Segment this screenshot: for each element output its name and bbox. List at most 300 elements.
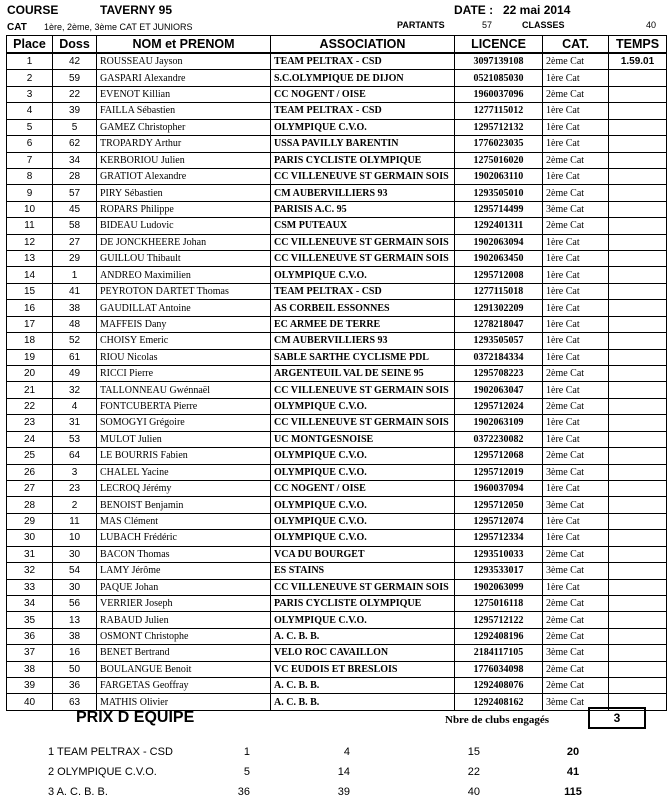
cell-licence: 1295712074 (455, 513, 543, 529)
cell-cat: 2ème Cat (543, 546, 609, 562)
cell-name: BACON Thomas (97, 546, 271, 562)
cell-cat: 1ère Cat (543, 300, 609, 316)
cell-doss: 32 (53, 382, 97, 398)
cell-place: 17 (7, 316, 53, 332)
cell-cat: 1ère Cat (543, 119, 609, 135)
cell-cat: 1ère Cat (543, 579, 609, 595)
cat-label: CAT (7, 22, 27, 33)
cell-cat: 1ère Cat (543, 103, 609, 119)
cell-cat: 3ème Cat (543, 464, 609, 480)
cell-licence: 1295714499 (455, 201, 543, 217)
cell-assoc: TEAM PELTRAX - CSD (271, 103, 455, 119)
cell-licence: 1295712019 (455, 464, 543, 480)
cell-name: BOULANGUE Benoit (97, 661, 271, 677)
prix-equipe-title: PRIX D EQUIPE (76, 709, 195, 726)
cell-name: ROPARS Philippe (97, 201, 271, 217)
col-header-temps: TEMPS (609, 36, 667, 54)
table-row (7, 645, 667, 661)
cell-doss: 52 (53, 333, 97, 349)
cell-place: 35 (7, 612, 53, 628)
table-row (7, 185, 667, 201)
date-value: 22 mai 2014 (503, 3, 571, 17)
table-row (7, 86, 667, 102)
cell-name: LECROQ Jérémy (97, 480, 271, 496)
cell-name: PEYROTON DARTET Thomas (97, 283, 271, 299)
cell-doss: 29 (53, 251, 97, 267)
table-row (7, 316, 667, 332)
cell-licence: 1295712068 (455, 448, 543, 464)
cell-place: 16 (7, 300, 53, 316)
cell-place: 22 (7, 398, 53, 414)
cell-doss: 16 (53, 645, 97, 661)
table-row (7, 267, 667, 283)
cell-licence: 1293505010 (455, 185, 543, 201)
cell-name: SOMOGYI Grégoire (97, 415, 271, 431)
cell-place: 30 (7, 530, 53, 546)
cell-licence: 1295708223 (455, 366, 543, 382)
cell-place: 23 (7, 415, 53, 431)
cell-cat: 1ère Cat (543, 415, 609, 431)
table-row (7, 398, 667, 414)
cell-assoc: OLYMPIQUE C.V.O. (271, 398, 455, 414)
col-header-place: Place (7, 36, 53, 54)
table-row (7, 234, 667, 250)
cell-temps (609, 431, 667, 447)
team-total: 115 (564, 786, 582, 798)
cell-licence: 1278218047 (455, 316, 543, 332)
cell-assoc: SABLE SARTHE CYCLISME PDL (271, 349, 455, 365)
clubs-count-label: Nbre de clubs engagés (445, 714, 549, 726)
cell-cat: 1ère Cat (543, 316, 609, 332)
classes-value: 40 (646, 20, 657, 30)
cell-place: 18 (7, 333, 53, 349)
cell-doss: 57 (53, 185, 97, 201)
cell-doss: 30 (53, 546, 97, 562)
cell-assoc: TEAM PELTRAX - CSD (271, 283, 455, 299)
cell-cat: 1ère Cat (543, 251, 609, 267)
cell-place: 14 (7, 267, 53, 283)
table-row (7, 251, 667, 267)
cell-place: 32 (7, 563, 53, 579)
cell-licence: 1960037094 (455, 480, 543, 496)
cell-temps (609, 661, 667, 677)
cell-licence: 0372230082 (455, 431, 543, 447)
cell-name: MAS Clément (97, 513, 271, 529)
cell-temps (609, 316, 667, 332)
table-row (7, 530, 667, 546)
cell-place: 33 (7, 579, 53, 595)
cell-licence: 1293505057 (455, 333, 543, 349)
cell-licence: 2184117105 (455, 645, 543, 661)
cell-cat: 3ème Cat (543, 694, 609, 710)
cell-name: LUBACH Frédéric (97, 530, 271, 546)
team-rank-name: 3 A. C. B. B. (48, 786, 108, 798)
cell-licence: 1902063110 (455, 168, 543, 184)
cell-cat: 3ème Cat (543, 563, 609, 579)
team-n2: 39 (337, 786, 350, 798)
cell-name: PIRY Sébastien (97, 185, 271, 201)
cell-assoc: PARISIS A.C. 95 (271, 201, 455, 217)
cell-doss: 42 (53, 53, 97, 70)
cell-assoc: CC VILLENEUVE ST GERMAIN SOIS (271, 234, 455, 250)
cell-assoc: A. C. B. B. (271, 628, 455, 644)
cell-assoc: A. C. B. B. (271, 678, 455, 694)
table-row (7, 300, 667, 316)
col-header-licence: LICENCE (455, 36, 543, 54)
table-row (7, 513, 667, 529)
cell-doss: 10 (53, 530, 97, 546)
cell-name: BIDEAU Ludovic (97, 218, 271, 234)
table-row (7, 152, 667, 168)
cell-cat: 1ère Cat (543, 349, 609, 365)
cell-assoc: EC ARMEE DE TERRE (271, 316, 455, 332)
cell-licence: 1292408162 (455, 694, 543, 710)
cell-place: 26 (7, 464, 53, 480)
cell-place: 19 (7, 349, 53, 365)
cell-temps (609, 480, 667, 496)
table-row (7, 595, 667, 611)
cell-licence: 1293510033 (455, 546, 543, 562)
cell-name: GAUDILLAT Antoine (97, 300, 271, 316)
cell-place: 20 (7, 366, 53, 382)
classes-label: CLASSES (522, 20, 565, 30)
cell-doss: 62 (53, 136, 97, 152)
course-label: COURSE (7, 3, 59, 17)
cell-doss: 27 (53, 234, 97, 250)
cell-doss: 49 (53, 366, 97, 382)
cell-temps (609, 579, 667, 595)
cell-assoc: PARIS CYCLISTE OLYMPIQUE (271, 152, 455, 168)
cell-temps (609, 201, 667, 217)
cell-temps (609, 234, 667, 250)
table-row (7, 382, 667, 398)
cell-licence: 1902063099 (455, 579, 543, 595)
cell-temps (609, 349, 667, 365)
cell-place: 34 (7, 595, 53, 611)
cell-assoc: CM AUBERVILLIERS 93 (271, 333, 455, 349)
cell-licence: 1275016118 (455, 595, 543, 611)
cat-value: 1ère, 2ème, 3ème CAT ET JUNIORS (44, 22, 193, 32)
team-rank-name: 1 TEAM PELTRAX - CSD (48, 746, 173, 758)
course-value: TAVERNY 95 (100, 3, 173, 17)
cell-temps (609, 267, 667, 283)
cell-name: TROPARDY Arthur (97, 136, 271, 152)
cell-doss: 39 (53, 103, 97, 119)
cell-doss: 61 (53, 349, 97, 365)
cell-place: 37 (7, 645, 53, 661)
cell-doss: 48 (53, 316, 97, 332)
cell-cat: 1ère Cat (543, 333, 609, 349)
team-n3: 15 (467, 746, 480, 758)
table-row (7, 694, 667, 710)
cell-place: 28 (7, 497, 53, 513)
cell-name: CHALEL Yacine (97, 464, 271, 480)
cell-name: BENOIST Benjamin (97, 497, 271, 513)
team-n3: 40 (467, 786, 480, 798)
cell-assoc: VCA DU BOURGET (271, 546, 455, 562)
cell-cat: 2ème Cat (543, 661, 609, 677)
team-n1: 5 (243, 766, 250, 778)
cell-assoc: CC VILLENEUVE ST GERMAIN SOIS (271, 579, 455, 595)
cell-doss: 34 (53, 152, 97, 168)
cell-place: 7 (7, 152, 53, 168)
cell-assoc: OLYMPIQUE C.V.O. (271, 513, 455, 529)
cell-place: 11 (7, 218, 53, 234)
cell-cat: 2ème Cat (543, 595, 609, 611)
cell-name: GASPARI Alexandre (97, 70, 271, 86)
table-row (7, 103, 667, 119)
cell-name: DE JONCKHEERE Johan (97, 234, 271, 250)
cell-name: MULOT Julien (97, 431, 271, 447)
cell-cat: 2ème Cat (543, 678, 609, 694)
cell-name: TALLONNEAU Gwénnaël (97, 382, 271, 398)
cell-doss: 36 (53, 678, 97, 694)
cell-temps (609, 103, 667, 119)
cell-assoc: A. C. B. B. (271, 694, 455, 710)
cell-temps (609, 185, 667, 201)
cell-place: 29 (7, 513, 53, 529)
cell-licence: 1295712334 (455, 530, 543, 546)
cell-cat: 2ème Cat (543, 218, 609, 234)
cell-assoc: CC VILLENEUVE ST GERMAIN SOIS (271, 168, 455, 184)
cell-cat: 2ème Cat (543, 612, 609, 628)
cell-name: RABAUD Julien (97, 612, 271, 628)
cell-cat: 2ème Cat (543, 448, 609, 464)
cell-assoc: VELO ROC CAVAILLON (271, 645, 455, 661)
cell-name: OSMONT Christophe (97, 628, 271, 644)
cell-doss: 23 (53, 480, 97, 496)
cell-temps (609, 546, 667, 562)
cell-doss: 58 (53, 218, 97, 234)
team-n2: 14 (337, 766, 350, 778)
cell-temps (609, 612, 667, 628)
table-row (7, 415, 667, 431)
cell-place: 21 (7, 382, 53, 398)
table-row (7, 218, 667, 234)
cell-assoc: OLYMPIQUE C.V.O. (271, 119, 455, 135)
cell-cat: 1ère Cat (543, 480, 609, 496)
cell-licence: 1776023035 (455, 136, 543, 152)
cell-place: 38 (7, 661, 53, 677)
cell-licence: 1277115012 (455, 103, 543, 119)
cell-place: 8 (7, 168, 53, 184)
cell-cat: 3ème Cat (543, 645, 609, 661)
cell-place: 13 (7, 251, 53, 267)
table-row (7, 612, 667, 628)
cell-licence: 1292401311 (455, 218, 543, 234)
cell-cat: 1ère Cat (543, 70, 609, 86)
team-rank-name: 2 OLYMPIQUE C.V.O. (48, 766, 157, 778)
cell-temps (609, 333, 667, 349)
cell-name: BENET Bertrand (97, 645, 271, 661)
cell-licence: 0521085030 (455, 70, 543, 86)
cell-place: 3 (7, 86, 53, 102)
cell-cat: 2ème Cat (543, 628, 609, 644)
table-row (7, 678, 667, 694)
cell-doss: 5 (53, 119, 97, 135)
cell-temps (609, 251, 667, 267)
cell-place: 24 (7, 431, 53, 447)
cell-licence: 1291302209 (455, 300, 543, 316)
cell-doss: 38 (53, 300, 97, 316)
cell-doss: 59 (53, 70, 97, 86)
cell-doss: 53 (53, 431, 97, 447)
table-row (7, 480, 667, 496)
cell-place: 9 (7, 185, 53, 201)
table-row (7, 366, 667, 382)
cell-doss: 22 (53, 86, 97, 102)
cell-cat: 2ème Cat (543, 152, 609, 168)
table-row (7, 168, 667, 184)
cell-doss: 31 (53, 415, 97, 431)
cell-doss: 41 (53, 283, 97, 299)
cell-doss: 45 (53, 201, 97, 217)
cell-name: FARGETAS Geoffray (97, 678, 271, 694)
cell-cat: 2ème Cat (543, 86, 609, 102)
cell-cat: 1ère Cat (543, 431, 609, 447)
team-n3: 22 (467, 766, 480, 778)
col-header-association: ASSOCIATION (271, 36, 455, 54)
cell-temps (609, 497, 667, 513)
table-row (7, 546, 667, 562)
cell-temps (609, 152, 667, 168)
cell-assoc: USSA PAVILLY BARENTIN (271, 136, 455, 152)
cell-licence: 1902063450 (455, 251, 543, 267)
clubs-count-value: 3 (588, 707, 646, 729)
cell-assoc: S.C.OLYMPIQUE DE DIJON (271, 70, 455, 86)
cell-place: 40 (7, 694, 53, 710)
cell-cat: 1ère Cat (543, 234, 609, 250)
cell-cat: 1ère Cat (543, 136, 609, 152)
cell-name: PAQUE Johan (97, 579, 271, 595)
cell-doss: 4 (53, 398, 97, 414)
cell-assoc: CSM PUTEAUX (271, 218, 455, 234)
table-row (7, 628, 667, 644)
cell-temps (609, 398, 667, 414)
cell-temps (609, 119, 667, 135)
table-row (7, 431, 667, 447)
cell-place: 5 (7, 119, 53, 135)
cell-licence: 1295712008 (455, 267, 543, 283)
cell-place: 15 (7, 283, 53, 299)
cell-assoc: ARGENTEUIL VAL DE SEINE 95 (271, 366, 455, 382)
cell-assoc: PARIS CYCLISTE OLYMPIQUE (271, 595, 455, 611)
cell-assoc: OLYMPIQUE C.V.O. (271, 497, 455, 513)
table-row (7, 661, 667, 677)
cell-name: LE BOURRIS Fabien (97, 448, 271, 464)
cell-temps (609, 464, 667, 480)
partants-label: PARTANTS (397, 20, 445, 30)
cell-doss: 54 (53, 563, 97, 579)
cell-doss: 2 (53, 497, 97, 513)
cell-cat: 2ème Cat (543, 53, 609, 70)
cell-licence: 1295712122 (455, 612, 543, 628)
cell-name: MATHIS Olivier (97, 694, 271, 710)
cell-temps (609, 530, 667, 546)
cell-doss: 13 (53, 612, 97, 628)
cell-name: ANDREO Maximilien (97, 267, 271, 283)
cell-place: 27 (7, 480, 53, 496)
cell-doss: 30 (53, 579, 97, 595)
cell-temps (609, 136, 667, 152)
cell-assoc: CC NOGENT / OISE (271, 480, 455, 496)
cell-licence: 1960037096 (455, 86, 543, 102)
cell-temps (609, 628, 667, 644)
cell-doss: 56 (53, 595, 97, 611)
results-header (0, 0, 667, 36)
cell-place: 4 (7, 103, 53, 119)
cell-temps (609, 595, 667, 611)
cell-licence: 1277115018 (455, 283, 543, 299)
table-row (7, 448, 667, 464)
cell-licence: 3097139108 (455, 53, 543, 70)
table-row (7, 349, 667, 365)
table-row (7, 464, 667, 480)
cell-place: 25 (7, 448, 53, 464)
cell-licence: 1293533017 (455, 563, 543, 579)
cell-doss: 38 (53, 628, 97, 644)
cell-place: 2 (7, 70, 53, 86)
cell-cat: 2ème Cat (543, 398, 609, 414)
cell-cat: 1ère Cat (543, 168, 609, 184)
cell-assoc: CC VILLENEUVE ST GERMAIN SOIS (271, 251, 455, 267)
table-row (7, 333, 667, 349)
cell-name: LAMY Jérôme (97, 563, 271, 579)
table-row (7, 283, 667, 299)
cell-cat: 2ème Cat (543, 185, 609, 201)
cell-name: VERRIER Joseph (97, 595, 271, 611)
team-row (0, 766, 667, 782)
cell-licence: 0372184334 (455, 349, 543, 365)
cell-licence: 1776034098 (455, 661, 543, 677)
cell-licence: 1292408076 (455, 678, 543, 694)
cell-name: RIOU Nicolas (97, 349, 271, 365)
cell-temps (609, 70, 667, 86)
cell-temps (609, 563, 667, 579)
cell-place: 39 (7, 678, 53, 694)
cell-temps (609, 283, 667, 299)
col-header-doss: Doss (53, 36, 97, 54)
cell-cat: 1ère Cat (543, 283, 609, 299)
results-body (7, 53, 667, 710)
cell-cat: 1ère Cat (543, 267, 609, 283)
results-table (6, 35, 667, 711)
cell-assoc: AS CORBEIL ESSONNES (271, 300, 455, 316)
cell-assoc: CC VILLENEUVE ST GERMAIN SOIS (271, 382, 455, 398)
cell-assoc: CC VILLENEUVE ST GERMAIN SOIS (271, 415, 455, 431)
cell-name: GAMEZ Christopher (97, 119, 271, 135)
table-row (7, 201, 667, 217)
cell-cat: 1ère Cat (543, 530, 609, 546)
cell-place: 6 (7, 136, 53, 152)
cell-place: 1 (7, 53, 53, 70)
cell-doss: 28 (53, 168, 97, 184)
team-n2: 4 (343, 746, 350, 758)
cell-assoc: TEAM PELTRAX - CSD (271, 53, 455, 70)
cell-licence: 1295712132 (455, 119, 543, 135)
cell-place: 10 (7, 201, 53, 217)
cell-cat: 3ème Cat (543, 497, 609, 513)
cell-name: EVENOT Killian (97, 86, 271, 102)
cell-assoc: OLYMPIQUE C.V.O. (271, 530, 455, 546)
cell-name: FONTCUBERTA Pierre (97, 398, 271, 414)
cell-name: ROUSSEAU Jayson (97, 53, 271, 70)
cell-cat: 1ère Cat (543, 382, 609, 398)
cell-name: RICCI Pierre (97, 366, 271, 382)
cell-doss: 63 (53, 694, 97, 710)
cell-doss: 1 (53, 267, 97, 283)
cell-licence: 1295712050 (455, 497, 543, 513)
